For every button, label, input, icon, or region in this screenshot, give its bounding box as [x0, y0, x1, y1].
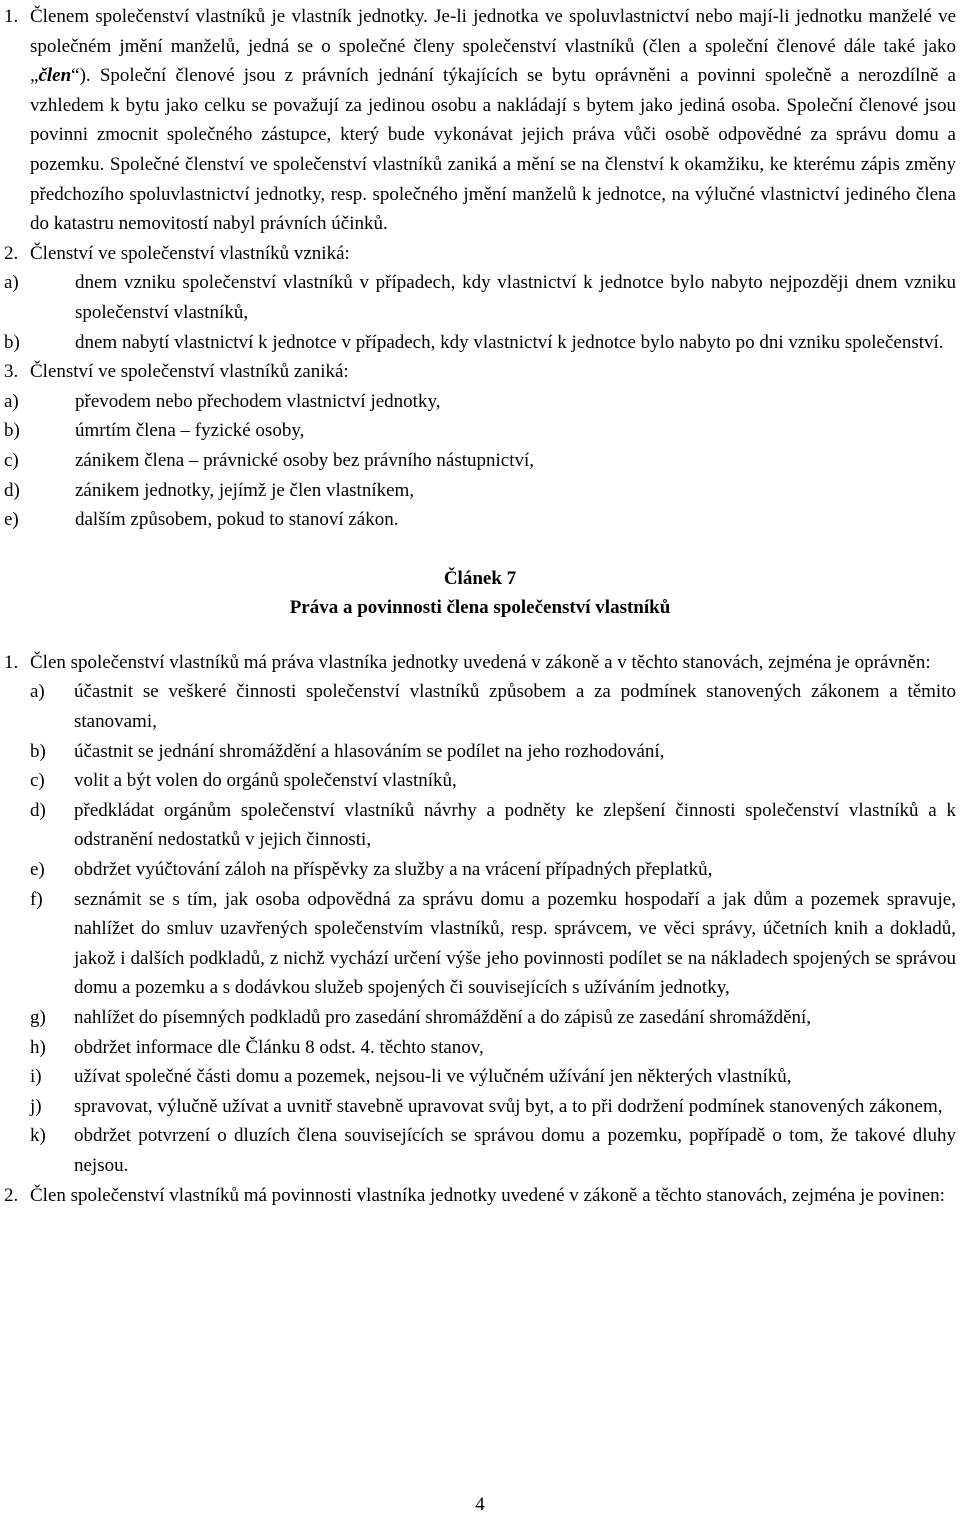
list-p2 — [4, 268, 956, 357]
list-item — [4, 885, 956, 1003]
list-label: a) — [4, 390, 19, 412]
emphasized-term: člen — [38, 65, 72, 87]
list-label: d) — [30, 799, 46, 821]
list-text: dalším způsobem, pokud to stanoví zákon. — [75, 509, 399, 531]
article-paragraph-2 — [4, 1181, 956, 1211]
list-text: obdržet potvrzení o dluzích člena souvisejících se správou domu a pozemku, popřípadě o tom, že takové dluhy nejsou. — [74, 1125, 956, 1176]
list-item — [4, 796, 956, 855]
list-text: obdržet vyúčtování záloh na příspěvky za služby a na vrácení případných přeplatků, — [74, 859, 713, 881]
list-text: spravovat, výlučně užívat a uvnitř stavebně upravovat svůj byt, a to při dodržení podmínek stanovených zákonem, — [74, 1095, 943, 1117]
list-label: f) — [30, 888, 43, 910]
paragraph-number: 2. — [4, 1184, 19, 1206]
spacer — [4, 623, 956, 648]
list-item — [4, 766, 956, 796]
list-label: b) — [4, 420, 20, 442]
list-item — [4, 1003, 956, 1033]
list-item — [4, 446, 956, 476]
list-item — [4, 1121, 956, 1180]
paragraph-text — [30, 2, 956, 239]
paragraph-number: 2. — [4, 242, 19, 264]
list-text: obdržet informace dle Článku 8 odst. 4. těchto stanov, — [74, 1036, 484, 1058]
paragraph-1 — [4, 2, 956, 239]
list-label: e) — [30, 859, 45, 881]
list-text: zánikem jednotky, jejímž je člen vlastníkem, — [75, 479, 415, 501]
list-label: c) — [30, 770, 45, 792]
list-text: dnem vzniku společenství vlastníků v případech, kdy vlastnictví k jednotce bylo nabyto nejpozději dnem vzniku společenství vlastníků, — [75, 272, 956, 323]
paragraph-3 — [4, 357, 956, 387]
paragraph-text-part-a: Členem společenství vlastníků je vlastník jednotky. Je-li jednotka ve spoluvlastnictví nebo mají-li jednotku manželé ve společném jmění manželů, jedná se o společné členy společenství vlastníků (člen a společní členové dále také jako „ — [30, 6, 956, 87]
list-text: seznámit se s tím, jak osoba odpovědná za správu domu a pozemku hospodaří a jak dům a pozemek spravuje, nahlížet do smluv uzavřených společenstvím vlastníků, resp. správcem, ve věci správy, účetních knih a dokladů, jakož i dalších podkladů, z nichž vychází určení výše jeho povinnosti podílet se na nákladech spojených se správou domu a pozemku a s dodávkou služeb spojených či souvisejících s užíváním jednotky, — [74, 888, 956, 999]
list-text: úmrtím člena – fyzické osoby, — [75, 420, 305, 442]
list-item — [4, 1092, 956, 1122]
list-label: a) — [4, 272, 19, 294]
article-number: Článek 7 — [443, 567, 517, 589]
list-item — [4, 505, 956, 535]
list-label: i) — [30, 1066, 42, 1088]
list-item — [4, 737, 956, 767]
article-paragraph-1 — [4, 648, 956, 678]
list-label: d) — [4, 479, 20, 501]
paragraph-text: Člen společenství vlastníků má povinnosti vlastníka jednotky uvedené v zákoně a těchto stanovách, zejména je povinen: — [30, 1184, 945, 1206]
list-item — [4, 855, 956, 885]
page-number: 4 — [475, 1494, 485, 1515]
list-item — [4, 387, 956, 417]
list-item — [4, 1062, 956, 1092]
list-label: g) — [30, 1007, 46, 1028]
list-item — [4, 268, 956, 327]
list-label: k) — [30, 1125, 46, 1147]
list-label: c) — [4, 449, 19, 471]
list-a1 — [4, 677, 956, 1180]
paragraph-text: Člen společenství vlastníků má práva vlastníka jednotky uvedená v zákoně a v těchto stanovách, zejména je oprávněn: — [30, 651, 931, 673]
list-text: zánikem člena – právnické osoby bez právního nástupnictví, — [75, 449, 535, 471]
paragraph-text: Členství ve společenství vlastníků zaniká: — [30, 361, 349, 383]
article-title: Práva a povinnosti člena společenství vlastníků — [289, 597, 671, 619]
list-text: převodem nebo přechodem vlastnictví jednotky, — [75, 390, 441, 412]
list-text: nahlížet do písemných podkladů pro zasedání shromáždění a do zápisů ze zasedání shromáždění, — [74, 1007, 812, 1028]
list-text: užívat společné části domu a pozemek, nejsou-li ve výlučném užívání jen některých vlastníků, — [74, 1066, 792, 1088]
list-p3 — [4, 387, 956, 535]
list-label: b) — [30, 740, 46, 762]
list-item — [4, 677, 956, 736]
paragraph-number: 1. — [4, 6, 19, 27]
paragraph-2 — [4, 239, 956, 269]
list-item — [4, 416, 956, 446]
list-label: h) — [30, 1036, 46, 1058]
list-item — [4, 328, 956, 358]
list-text: dnem nabytí vlastnictví k jednotce v případech, kdy vlastnictví k jednotce bylo nabyto po dni vzniku společenství. — [75, 331, 944, 353]
list-label: e) — [4, 509, 19, 531]
list-label: a) — [30, 681, 45, 703]
paragraph-number: 3. — [4, 361, 19, 383]
list-text: účastnit se jednání shromáždění a hlasováním se podílet na jeho rozhodování, — [74, 740, 665, 762]
list-text: účastnit se veškeré činnosti společenství vlastníků způsobem a za podmínek stanovených zákonem a těmito stanovami, — [74, 681, 956, 733]
spacer — [4, 535, 956, 564]
list-text: volit a být volen do orgánů společenství vlastníků, — [74, 770, 457, 792]
list-label: b) — [4, 331, 20, 353]
paragraph-text-part-b: “). Společní členové jsou z právních jednání týkajících se bytu oprávněni a povinni společně a nerozdílně a vzhledem k bytu jako celku se považují za jedinou osobu a nakládají s bytem jako jediná osoba. Společní členové jsou povinni zmocnit společného zástupce, který bude vykonávat jejich práva vůči osobě odpovědné za správu domu a pozemku. Společné členství ve společenství vlastníků zaniká a mění se na členství k okamžiku, ke kterému zápis změny předchozího spoluvlastnictví jednotky, resp. společného jmění manželů k jednotce, na výlučné vlastnictví jediného člena do katastru nemovitostí nabyl právních účinků. — [30, 65, 956, 235]
paragraph-text: Členství ve společenství vlastníků vzniká: — [30, 242, 350, 264]
list-text: předkládat orgánům společenství vlastníků návrhy a podněty ke zlepšení činnosti společenství vlastníků a k odstranění nedostatků v jejich činnosti, — [74, 799, 956, 851]
list-item — [4, 1033, 956, 1063]
list-label: j) — [30, 1095, 42, 1117]
list-item — [4, 476, 956, 506]
paragraph-number: 1. — [4, 651, 19, 673]
